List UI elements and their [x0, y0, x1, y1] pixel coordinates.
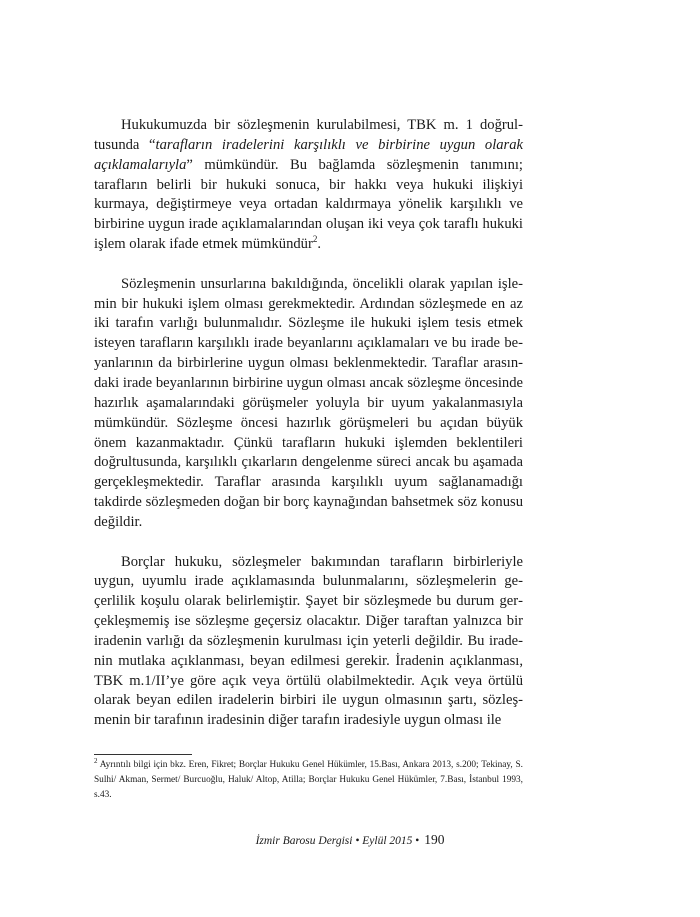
- quoted-definition: tarafların iradelerini karşılıklı ve birbirine uygun olarak açıklamalarıyla: [94, 136, 523, 173]
- footnote-reference[interactable]: 2: [312, 234, 318, 245]
- footnote-text: Ayrıntılı bilgi için bkz. Eren, Fikret; Borçlar Hukuku Genel Hükümler, 15.Bası, Ankara 2013, s.200; Tekinay, S. Sulhi/ Akman, Sermet/ Burcuoğlu, Haluk/ Altop, Atilla; Borçlar Hukuku Genel Hükümler, 7.Bası, İstanbul 1993, s.43.: [94, 760, 523, 800]
- paragraph: Hukukumuzda bir sözleşmenin kurulabilmesi, TBK m. 1 doğrultusunda “tarafların iradelerini karşılıklı ve birbirine uygun olarak açıklamalarıyla” mümkündür. Bu bağlamda sözleşmenin tanımını; tarafların belirli bir hukuki sonuca, bir hakkı veya hukuki ilişkiyi kurmaya, değiştirmeye veya ortadan kaldırmaya yönelik karşılıklı ve birbirine uygun irade açıklamalarından oluşan iki veya çok taraflı hukuki işlem olarak ifade etmek mümkündür$^2$.: [94, 117, 523, 253]
- footer-bullet: •: [415, 835, 420, 847]
- issue-date: Eylül 2015: [362, 835, 413, 847]
- journal-name: İzmir Barosu Dergisi: [255, 835, 353, 847]
- page-footer: [0, 832, 700, 848]
- page-number: 190: [424, 832, 445, 847]
- footnote-divider: [94, 754, 192, 755]
- footer-bullet: •: [355, 835, 360, 847]
- paragraph: Borçlar hukuku, sözleşmeler bakımından tarafların birbirleriyle uygun, uyumlu irade açıklamasında bulunmalarını, sözleşmelerin geçerlilik koşulu olarak belirlemiştir. Şayet bir sözleşmede bu durum gerçekleşmemiş ise sözleşme geçersiz olacaktır. Diğer taraftan yalnızca bir iradenin varlığı da sözleşmenin kurulması için yeterli değildir. Bu iradenin mutlaka açıklanması, beyan edilmesi gerekir. İradenin açıklanması, TBK m.1/II’ye göre açık veya örtülü olabilmektedir. Açık veya örtülü olarak beyan edilen iradelerin birbiri ile uygun olmasının şartı, sözleşmenin bir tarafının iradesinin diğer tarafın iradesiyle uygun olması ile: [94, 553, 523, 729]
- footnote: [94, 758, 523, 803]
- body-text: [94, 116, 523, 731]
- paragraph: Sözleşmenin unsurlarına bakıldığında, öncelikli olarak yapılan işlemin bir hukuki işlem olması gerekmektedir. Ardından sözleşmede en az iki tarafın varlığı bulunmalıdır. Sözleşme ile hukuki işlem tesis etmek isteyen tarafların karşılıklı irade beyanlarını açıklamaları ve bu irade beyanlarının da birbirlerine uygun olması beklenmektedir. Taraflar arasındaki irade beyanlarının birbirine uygun olması ancak sözleşme öncesinde hazırlık aşamalarındaki görüşmeler yoluyla bir uyum yakalanmasıyla mümkündür. Sözleşme öncesi hazırlık görüşmeleri bu açıdan büyük önem kazanmaktadır. Çünkü tarafların hukuki işlemden beklentileri doğrultusunda, karşılıklı çıkarların dengelenme süreci ancak bu aşamada gerçekleşmektedir. Taraflar arasında karşılıklı uyum sağlanamadığı takdirde sözleşmeden doğan bir borç kaynağından bahsetmek söz konusu değildir.: [94, 275, 523, 530]
- footnote-number: 2: [94, 756, 98, 765]
